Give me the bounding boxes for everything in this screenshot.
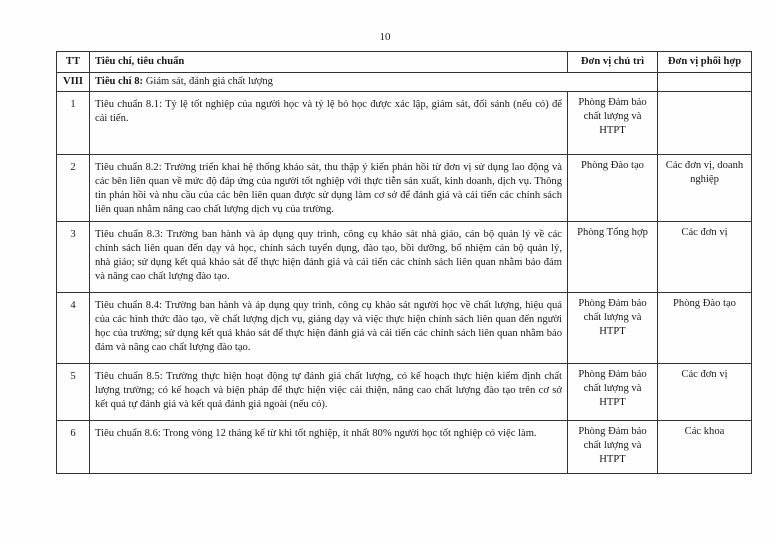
row-number: 2 — [57, 155, 90, 222]
section-title-rest: Giám sát, đánh giá chất lượng — [143, 76, 273, 87]
section-row — [57, 73, 752, 92]
row-lead-unit: Phòng Đào tạo — [568, 155, 658, 222]
table-header-row — [57, 52, 752, 73]
table-row — [57, 421, 752, 474]
header-tt: TT — [57, 52, 90, 73]
row-support-unit: Các đơn vị — [658, 222, 752, 293]
page-number: 10 — [379, 31, 391, 43]
row-number: 1 — [57, 92, 90, 155]
row-support-unit: Các đơn vị — [658, 364, 752, 421]
row-number: 6 — [57, 421, 90, 474]
row-criterion: Tiêu chuẩn 8.1: Tỷ lệ tốt nghiệp của người học và tỷ lệ bỏ học được xác lập, giám sát, đối sánh (nếu có) để cải tiến. — [90, 92, 568, 155]
row-support-unit: Các khoa — [658, 421, 752, 474]
row-support-unit: Phòng Đào tạo — [658, 293, 752, 364]
row-number: 3 — [57, 222, 90, 293]
table-row — [57, 293, 752, 364]
section-title-bold: Tiêu chí 8: — [95, 76, 144, 87]
row-number: 4 — [57, 293, 90, 364]
row-lead-unit: Phòng Đảm bảo chất lượng và HTPT — [568, 293, 658, 364]
row-support-unit: Các đơn vị, doanh nghiệp — [658, 155, 752, 222]
row-criterion: Tiêu chuẩn 8.6: Trong vòng 12 tháng kể từ khi tốt nghiệp, ít nhất 80% người học tốt nghiệp có việc làm. — [90, 421, 568, 474]
row-lead-unit: Phòng Đảm bảo chất lượng và HTPT — [568, 364, 658, 421]
criteria-table — [56, 51, 752, 474]
table-row — [57, 155, 752, 222]
row-criterion: Tiêu chuẩn 8.5: Trường thực hiện hoạt động tự đánh giá chất lượng, có kế hoạch thực hiện kiểm định chất lượng trường; có kế hoạch và biện pháp để thực hiện việc cải thiện, nâng cao chất lượng đào tạo trên cơ sở kết quả tự đánh giá và kết quả đánh giá ngoài (nếu có). — [90, 364, 568, 421]
row-criterion: Tiêu chuẩn 8.4: Trường ban hành và áp dụng quy trình, công cụ khảo sát người học về chất lượng, hiệu quả của các hình thức đào tạo, về chất lượng dịch vụ, giảng dạy và việc thực hiện chính sách liên quan đến người học của trường; sử dụng kết quả khảo sát để thực hiện đánh giá và cải tiến các chính sách liên quan nhằm bảo đảm và nâng cao chất lượng đào tạo. — [90, 293, 568, 364]
row-lead-unit: Phòng Tổng hợp — [568, 222, 658, 293]
header-lead-unit: Đơn vị chủ trì — [568, 52, 658, 73]
table-row — [57, 222, 752, 293]
table-row — [57, 364, 752, 421]
row-criterion: Tiêu chuẩn 8.2: Trường triển khai hệ thống khảo sát, thu thập ý kiến phản hồi từ đơn vị sử dụng lao động và các bên liên quan về mức độ đáp ứng của người tốt nghiệp với thực tiễn sản xuất, kinh doanh, dịch vụ. Thông tin phản hồi và nhu cầu của các bên liên quan được sử dụng làm cơ sở để đánh giá và cải tiến các chính sách liên quan nhằm nâng cao chất lượng dịch vụ của trường. — [90, 155, 568, 222]
row-lead-unit: Phòng Đảm bảo chất lượng và HTPT — [568, 421, 658, 474]
header-support-unit: Đơn vị phối hợp — [658, 52, 752, 73]
section-number: VIII — [57, 73, 90, 92]
row-criterion: Tiêu chuẩn 8.3: Trường ban hành và áp dụng quy trình, công cụ khảo sát nhà giáo, cán bộ quản lý về các chính sách liên quan đến dạy và học, chính sách tuyển dụng, đào tạo, bồi dưỡng, bổ nhiệm cán bộ quản lý, nhà giáo; sử dụng kết quả khảo sát để thực hiện đánh giá và cải tiến các chính sách liên quan nhằm bảo đảm và nâng cao chất lượng đào tạo. — [90, 222, 568, 293]
header-criteria: Tiêu chí, tiêu chuẩn — [90, 52, 568, 73]
section-title — [90, 73, 658, 92]
table-row — [57, 92, 752, 155]
row-support-unit — [658, 92, 752, 155]
row-lead-unit: Phòng Đảm bảo chất lượng và HTPT — [568, 92, 658, 155]
row-number: 5 — [57, 364, 90, 421]
section-empty-cell — [658, 73, 752, 92]
